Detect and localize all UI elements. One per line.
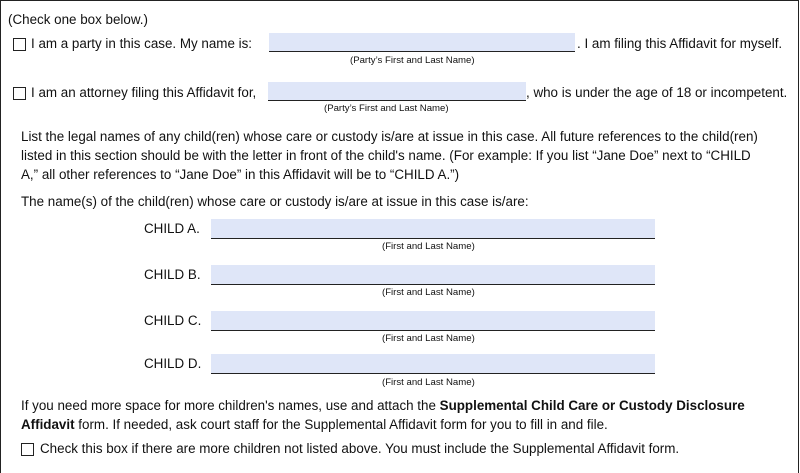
supplemental-text-before: If you need more space for more children's names, use and attach the: [21, 398, 440, 413]
attorney-label: I am an attorney filing this Affidavit for,: [31, 85, 257, 100]
child-b-hint: (First and Last Name): [382, 287, 475, 298]
child-c-name-field[interactable]: [211, 311, 655, 331]
supplemental-text-after: form. If needed, ask court staff for the Supplemental Affidavit form for you to fill in and file.: [74, 417, 608, 432]
party-name-field[interactable]: [269, 33, 575, 52]
children-intro: The name(s) of the child(ren) whose care or custody is/are at issue in this case is/are:: [21, 194, 529, 209]
child-a-name-field[interactable]: [211, 219, 655, 239]
attorney-party-name-field[interactable]: [268, 82, 526, 101]
child-a-label: CHILD A.: [144, 221, 200, 236]
supplemental-paragraph: [21, 396, 791, 434]
child-a-hint: (First and Last Name): [382, 241, 475, 252]
party-checkbox[interactable]: [13, 38, 26, 51]
attorney-checkbox[interactable]: [13, 87, 26, 100]
supplemental-form-name-2: Affidavit: [21, 417, 75, 432]
child-c-hint: (First and Last Name): [382, 333, 475, 344]
instructions-line-3: A,” all other references to “Jane Doe” in this Affidavit will be to “CHILD A.”): [21, 167, 460, 182]
attorney-suffix: , who is under the age of 18 or incompetent.: [526, 85, 788, 100]
child-d-hint: (First and Last Name): [382, 377, 475, 388]
party-suffix: . I am filing this Affidavit for myself.: [577, 36, 783, 51]
attorney-party-name-hint: (Party’s First and Last Name): [324, 103, 449, 114]
more-children-label: Check this box if there are more children not listed above. You must include the Supplemental Affidavit form.: [40, 441, 680, 456]
party-name-hint: (Party’s First and Last Name): [350, 55, 475, 66]
check-one-instruction: (Check one box below.): [8, 12, 148, 27]
child-c-label: CHILD C.: [144, 313, 202, 328]
more-children-checkbox[interactable]: [21, 443, 34, 456]
instructions-line-1: List the legal names of any child(ren) whose care or custody is/are at issue in this case. All future references to the child(ren): [21, 129, 758, 144]
child-b-name-field[interactable]: [211, 265, 655, 285]
child-b-label: CHILD B.: [144, 267, 201, 282]
party-label: I am a party in this case. My name is:: [31, 36, 253, 51]
supplemental-form-name: Supplemental Child Care or Custody Disclosure: [439, 398, 745, 413]
child-d-label: CHILD D.: [144, 356, 202, 371]
instructions-line-2: listed in this section should be with the letter in front of the child's name. (For example: If you list “Jane Doe” next to “CHILD: [21, 148, 751, 163]
child-d-name-field[interactable]: [211, 354, 655, 374]
